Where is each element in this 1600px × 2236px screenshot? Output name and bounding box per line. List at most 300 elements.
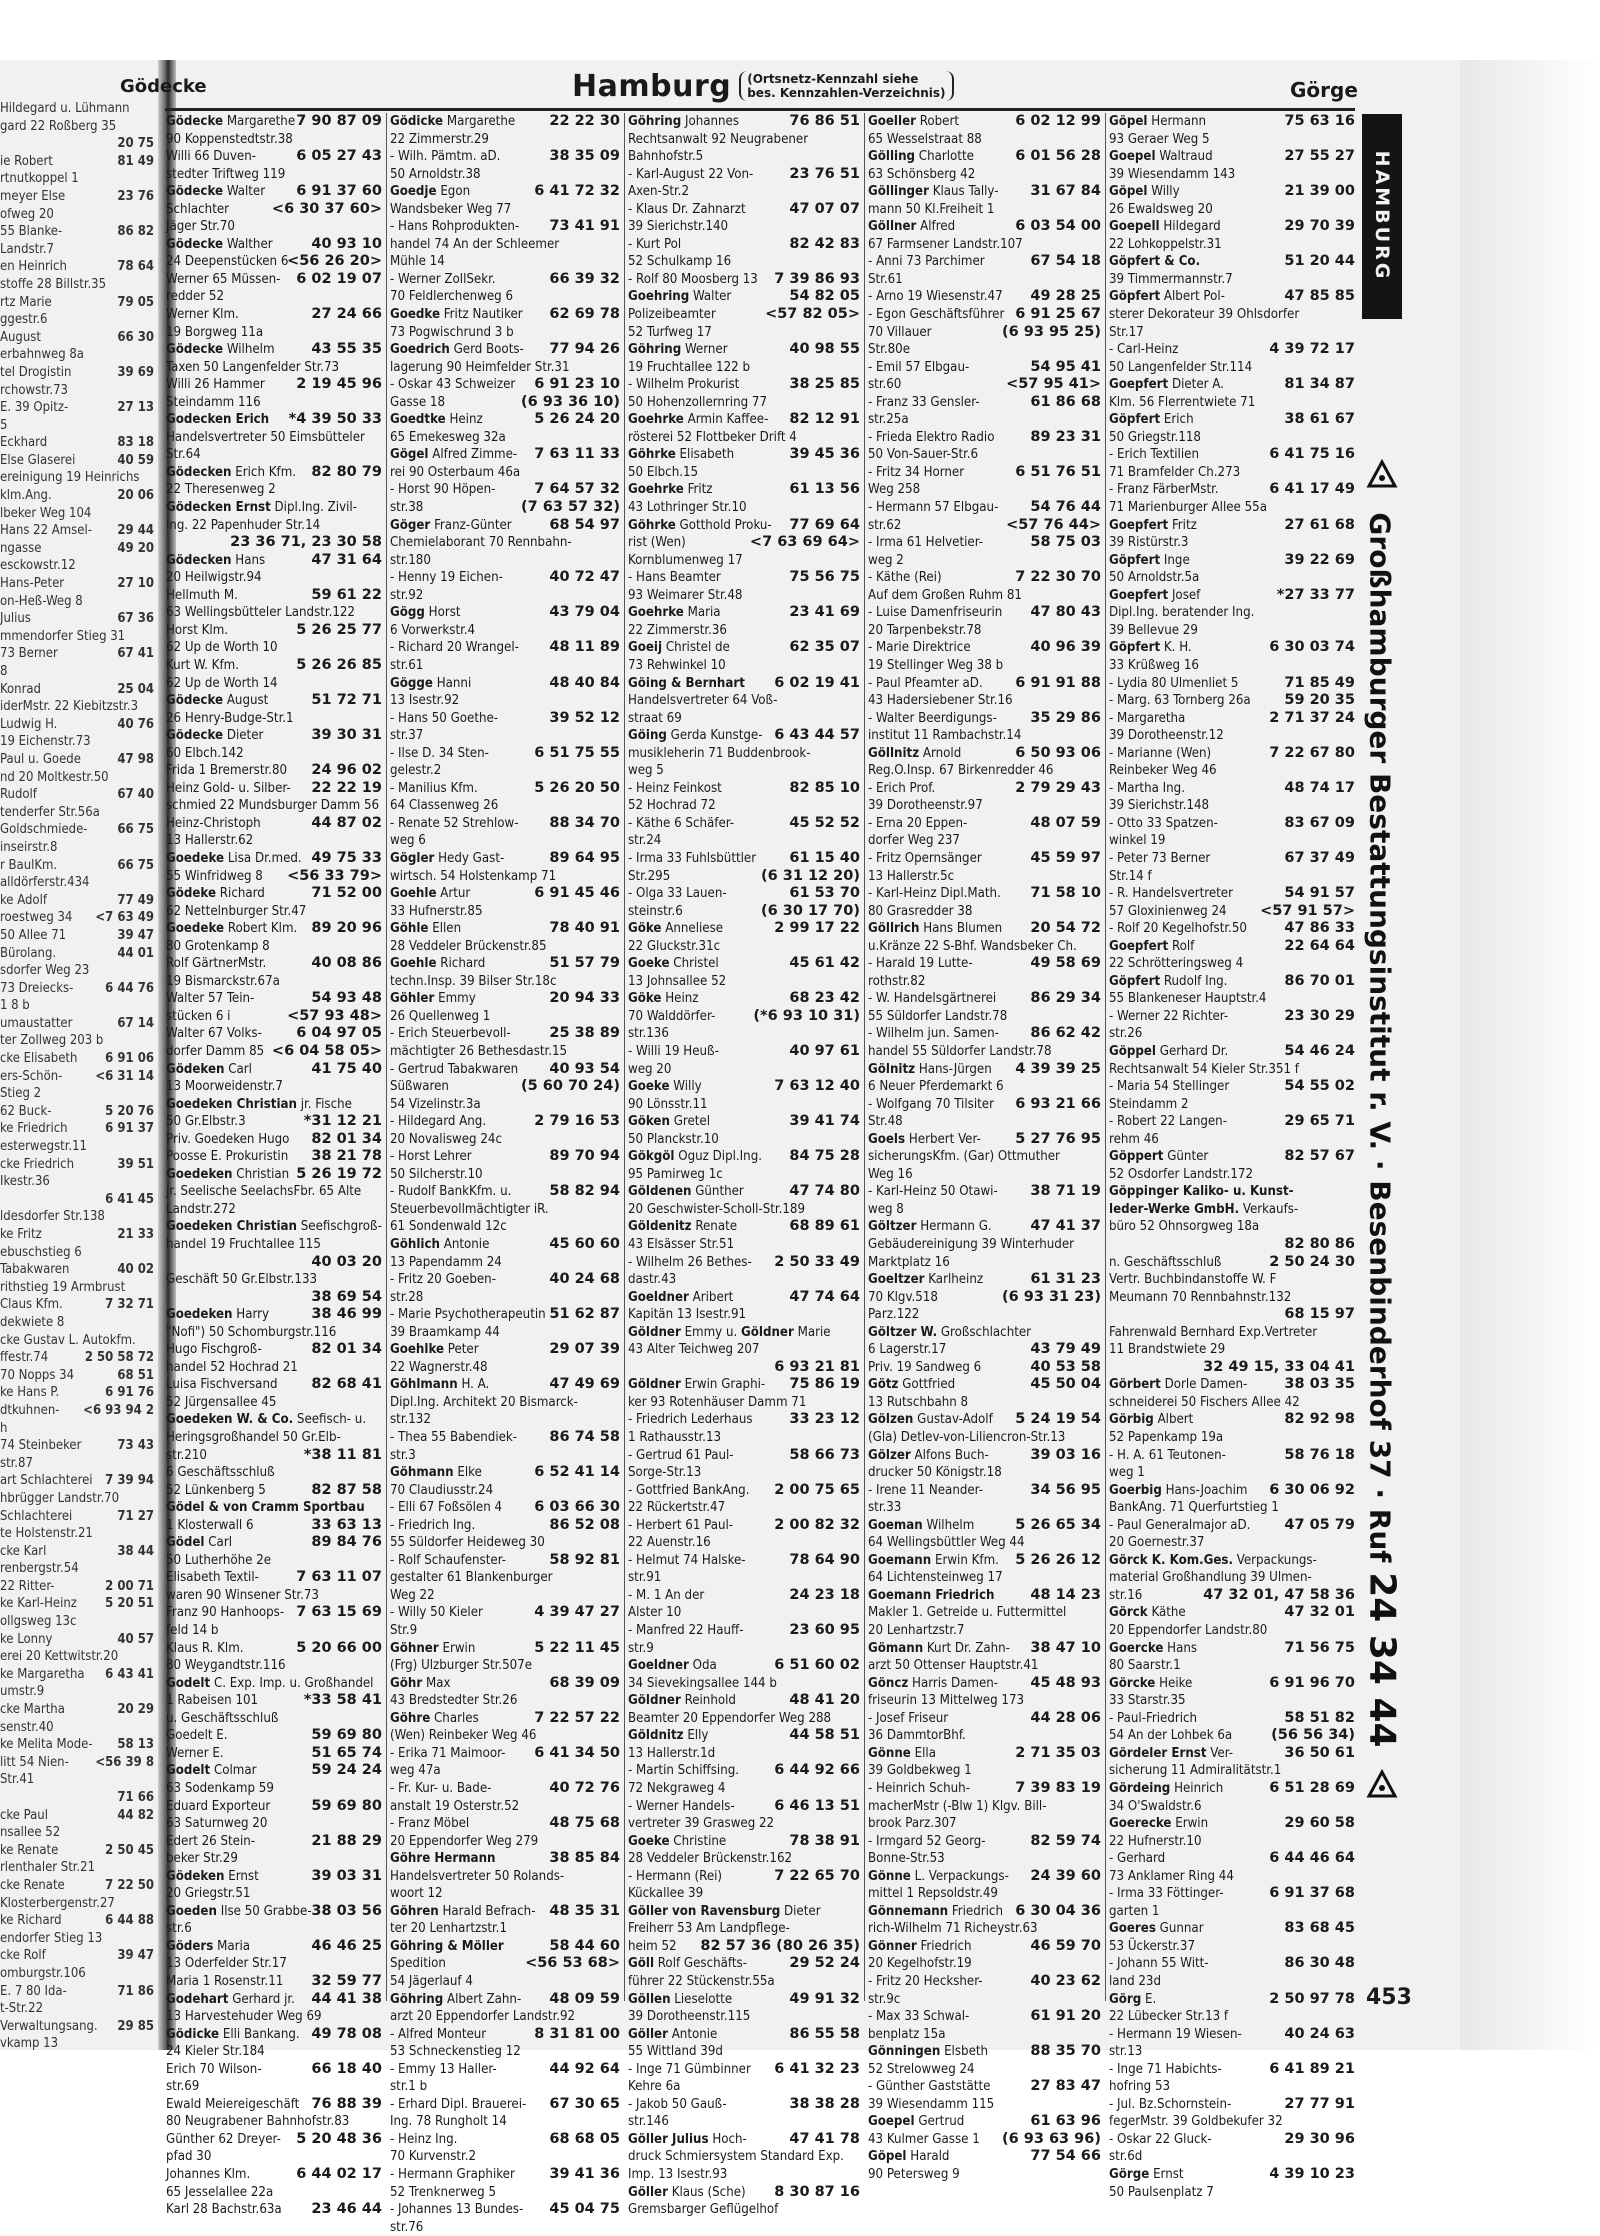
phone-number: 89 84 76 [311,1534,382,1551]
entry-text: Kapitän 13 Isestr.91 [628,1307,747,1323]
entry-text: 64 Wellingsbüttler Weg 44 [868,1535,1025,1551]
facing-page-text: t-Str.22 [0,2001,44,2017]
directory-entry-line [1109,657,1355,675]
entry-text: - Wilhelm 26 Bethes- [628,1254,752,1270]
directory-entry-line [166,481,382,499]
directory-entry-line [628,622,860,640]
entry-text: Gönne Ella [868,1745,936,1761]
header-left-keyword: Gödecke [120,76,207,97]
entry-text: 52 Jürgensallee 45 [166,1394,277,1410]
phone-number: 7 63 11 33 [534,446,620,463]
entry-text: 55 Blankeneser Hauptstr.4 [1109,991,1267,1007]
phone-number: 47 49 69 [549,1376,620,1393]
facing-page-line [0,1595,158,1613]
entry-text: - Jakob 50 Gauß- [628,2096,727,2112]
phone-number: 88 34 70 [549,814,620,831]
phone-number: 66 39 32 [549,270,620,287]
phone-number: 39 41 74 [789,1113,860,1130]
directory-entry-line [628,1640,860,1658]
directory-entry-line [166,341,382,359]
entry-text: Goedje Egon [390,184,471,200]
phone-number: 47 32 01, 47 58 36 [1203,1586,1355,1603]
entry-text: str.180 [390,552,431,568]
entry-text: - Rolf 80 Moosberg 13 [628,271,758,287]
phone-number: 40 23 62 [1030,1972,1101,1989]
entry-text: Göncz Harris Damen- [868,1675,999,1691]
facing-page-text: cke Friedrich [0,1156,75,1172]
phone-number: 71 56 75 [1284,1639,1355,1656]
directory-entry-line [166,1604,382,1622]
directory-entry-line [868,1324,1101,1342]
entry-text: Goedeken Harry [166,1307,270,1323]
directory-entry-line [166,1166,382,1184]
facing-page-line [0,804,158,822]
directory-entry-line [1109,1745,1355,1763]
entry-text: rist (Wen) [628,535,686,551]
directory-entry-line [166,639,382,657]
entry-text: friseurin 13 Mittelweg 173 [868,1693,1025,1709]
entry-text: str.13 [1109,2044,1143,2060]
directory-entry-line [390,1973,620,1991]
entry-text: 73 Rehwinkel 10 [628,657,726,673]
directory-entry-line [868,1850,1101,1868]
facing-page-text: cke Gustav L. Autokfm. [0,1332,136,1348]
phone-number: 40 53 58 [1030,1358,1101,1375]
facing-page-line [0,1789,158,1807]
directory-entry-line [868,1429,1101,1447]
directory-entry-line [868,1675,1101,1693]
entry-text: 6 Vorwerkstr.4 [390,622,476,638]
directory-entry-line [868,622,1101,640]
facing-page-line [0,1648,158,1666]
entry-text: - Johannes 13 Bundes- [390,2202,524,2218]
facing-page-line [0,1244,158,1262]
phone-number: 47 74 64 [789,1288,860,1305]
directory-entry-line [166,1411,382,1429]
entry-text: - Kurt Pol [628,236,682,252]
phone-number: 6 91 23 10 [534,376,620,393]
entry-text: 1 Klosterwall 6 [166,1517,254,1533]
directory-entry-line [1109,885,1355,903]
facing-page-text: Klosterbergenstr.27 [0,1895,115,1911]
entry-text: Str.17 [1109,324,1144,340]
entry-text: woort 12 [390,1886,443,1902]
directory-entry-line [390,1903,620,1921]
phone-number: 6 91 37 60 [296,183,382,200]
directory-entry-line [868,1762,1101,1780]
facing-page-line [0,1877,158,1895]
directory-entry-line [628,1218,860,1236]
directory-entry-line [390,1113,620,1131]
directory-entry-line [868,1447,1101,1465]
phone-number: 43 55 35 [311,341,382,358]
entry-text: 22 Zimmerstr.29 [390,131,489,147]
phone-number: 58 66 73 [789,1446,860,1463]
directory-entry-line [868,2078,1101,2096]
directory-entry-line [166,1517,382,1535]
phone-number: 61 31 23 [1030,1271,1101,1288]
directory-entry-line [868,1306,1101,1324]
entry-text: Str.48 [868,1114,903,1130]
facing-page-text: Hans 22 Amsel- [0,523,92,539]
directory-entry-line [1109,797,1355,815]
directory-entry-line [1109,1131,1355,1149]
facing-page-text: tenderfer Str.56a [0,804,100,820]
phone-number: 75 56 75 [789,569,860,586]
entry-text: 53 Ückerstr.37 [1109,1938,1196,1954]
entry-text: Goeij Christel de [628,640,730,656]
facing-page-line [0,1191,158,1209]
entry-text: - Günther Gaststätte [868,2079,991,2095]
facing-page-number: 79 05 [117,294,154,310]
entry-text: Weg 22 [390,1587,435,1603]
entry-text: 50 Arnoldstr.5a [1109,570,1200,586]
directory-entry-line [166,990,382,1008]
entry-text: Goedtke Heinz [390,412,483,428]
directory-entry-line [628,727,860,745]
phone-number: 58 75 03 [1030,534,1101,551]
directory-entry-line [166,920,382,938]
entry-text: Imp. 13 Isestr.93 [628,2166,728,2182]
entry-text: 20 Geschwister-Scholl-Str.189 [628,1201,805,1217]
entry-text: beker Str.29 [166,1851,238,1867]
phone-number: <56 33 79> [287,867,382,884]
entry-text: Gönner Friedrich [868,1938,972,1954]
entry-text: 13 Rutschbahn 8 [868,1394,969,1410]
entry-text: Reg.O.Insp. 67 Birkenredder 46 [868,763,1054,779]
entry-text: 55 Süldorfer Landstr.78 [868,1008,1008,1024]
entry-text: 20 Goernestr.37 [1109,1535,1205,1551]
facing-page-text: Str.41 [0,1772,35,1788]
entry-text: - Robert 22 Langen- [1109,1114,1227,1130]
facing-page-text: cke Karl [0,1543,47,1559]
entry-text: str.33 [868,1500,902,1516]
entry-text: weg 1 [1109,1465,1145,1481]
directory-entry-line [390,288,620,306]
facing-page-line [0,751,158,769]
facing-page-line [0,188,158,206]
entry-text: ing. 22 Papenhuder Str.14 [166,517,321,533]
entry-text: - R. Handelsvertreter [1109,886,1233,902]
entry-text: - Paul Generalmajor aD. [1109,1517,1251,1533]
phone-number: 61 15 40 [789,849,860,866]
directory-entry-line [390,499,620,517]
entry-text: 70 Villauer [868,324,932,340]
directory-entry-line [166,2184,382,2202]
facing-page-line [0,1490,158,1508]
directory-entry-line [1109,1376,1355,1394]
phone-number: 49 28 25 [1030,288,1101,305]
directory-entry-line [166,1903,382,1921]
facing-page-number: 86 82 [117,224,154,240]
directory-entry-line [868,1657,1101,1675]
phone-number: 6 50 93 06 [1015,744,1101,761]
directory-entry-line [1109,2166,1355,2184]
directory-entry-line [390,604,620,622]
entry-text: 20 Kegelhofstr.19 [868,1956,972,1972]
entry-text: Goehle Richard [390,956,486,972]
entry-text: 13 Harvestehuder Weg 69 [166,2009,322,2025]
directory-entry-line [1109,236,1355,254]
facing-page-text: ers-Schön- [0,1068,63,1084]
directory-entry-line [628,1534,860,1552]
directory-entry-line [628,183,860,201]
entry-text: macherMstr (-Blw 1) Klgv. Bill- [868,1798,1047,1814]
directory-entry-line [390,1429,620,1447]
directory-entry-line [1109,1324,1355,1342]
facing-page-line [0,1015,158,1033]
entry-text: - Erika 71 Maimoor- [390,1745,506,1761]
entry-text: 39 Ristürstr.3 [1109,535,1189,551]
directory-entry-line [390,1289,620,1307]
directory-entry-line [868,253,1101,271]
entry-text: 22 Hufnerstr.10 [1109,1833,1202,1849]
phone-number: 7 63 12 40 [774,1078,860,1095]
entry-text: waren 90 Winsener Str.73 [166,1587,319,1603]
entry-text: Göken Gretel [628,1114,711,1130]
directory-entry-line [1109,1604,1355,1622]
advertisement-text: Großhamburger Bestattungsinstitut r. V. · Besenbinderhof 37 · Ruf 24 34 44 [1361,512,1403,1748]
entry-text: Goemann Erwin Kfm. [868,1552,999,1568]
entry-text: Dipl.Ing. Architekt 20 Bismarck- [390,1394,578,1410]
entry-text: Karl 28 Bachstr.63a [166,2202,282,2218]
facing-page-line [0,1156,158,1174]
entry-text: Goehring Walter [628,289,732,305]
entry-text: Gasse 18 [390,394,445,410]
directory-entry-line [1109,1552,1355,1570]
directory-entry-line [628,324,860,342]
facing-page-line [0,1279,158,1297]
phone-number: 38 46 99 [311,1306,382,1323]
entry-text: weg 20 [628,1061,672,1077]
directory-entry-line [1109,692,1355,710]
directory-entry-line [390,446,620,464]
facing-page-line [0,1683,158,1701]
directory-entry-line [390,1499,620,1517]
facing-page-number: 78 64 [117,259,154,275]
phone-number: 40 72 76 [549,1779,620,1796]
facing-page-line [0,1314,158,1332]
phone-number: 51 57 79 [549,955,620,972]
facing-page-line [0,1208,158,1226]
entry-text: schmied 22 Mundsburger Damm 56 [166,798,380,814]
directory-entry-line [390,1341,620,1359]
phone-number: 48 07 59 [1030,814,1101,831]
phone-number: *38 11 81 [303,1446,382,1463]
entry-text: Ewald Meiereigeschäft [166,2096,300,2112]
facing-page-number: 7 22 50 [105,1877,154,1893]
directory-entry-line [390,1218,620,1236]
facing-page-text: August [0,329,41,345]
facing-page-line [0,681,158,699]
entry-text: Priv. Goedeken Hugo [166,1131,290,1147]
directory-entry-line [166,938,382,956]
entry-text: 33 Hufnerstr.85 [390,903,483,919]
directory-entry-line [1109,938,1355,956]
entry-text: - Oskar 43 Schweizer [390,377,516,393]
entry-text: str.76 [390,2219,424,2235]
phone-number: 29 52 24 [789,1955,860,1972]
phone-number: 51 20 44 [1284,253,1355,270]
facing-page-number: 40 76 [117,716,154,732]
entry-text: Handelsvertreter 50 Eimsbütteler [166,429,365,445]
entry-text: Gödecken Hans [166,552,266,568]
phone-number: 2 50 24 30 [1269,1253,1355,1270]
entry-text: - Willi 19 Heuß- [628,1043,720,1059]
directory-entry-line [166,517,382,535]
entry-text: 80 Saarstr.1 [1109,1658,1181,1674]
directory-entry-line [628,920,860,938]
entry-text: 64 Classenweg 26 [390,798,499,814]
directory-entry-line [390,973,620,991]
entry-text: - Werner 22 Richter- [1109,1008,1229,1024]
directory-entry-line [166,1920,382,1938]
directory-entry-line [166,1218,382,1236]
facing-page-text: esckowstr.12 [0,558,76,574]
phone-number: 8 31 81 00 [534,2025,620,2042]
directory-entry-line [868,657,1101,675]
facing-page-text: klm.Ang. [0,488,52,504]
entry-text: 39 Braamkamp 44 [390,1324,500,1340]
directory-entry-line [868,148,1101,166]
facing-page-line [0,1824,158,1842]
entry-text: Göhner Erwin [390,1640,476,1656]
directory-entry-line [628,2131,860,2149]
phone-number: 43 79 04 [549,604,620,621]
directory-entry-line [628,1885,860,1903]
directory-entry-line [1109,1885,1355,1903]
directory-entry-line [390,201,620,219]
phone-number: 48 35 31 [549,1902,620,1919]
directory-entry-line [628,1183,860,1201]
directory-entry-line [1109,1569,1355,1587]
directory-entry-line [868,1833,1101,1851]
phone-number: 40 97 61 [789,1042,860,1059]
directory-entry-line [1109,2061,1355,2079]
directory-entry-line [628,1429,860,1447]
entry-text: Gebäudereinigung 39 Winterhuder [868,1237,1075,1252]
entry-text: - Fritz 34 Horner [868,464,965,480]
entry-text: Hellmuth M. [166,587,238,603]
facing-page-line [0,874,158,892]
entry-text: Gödecken Erich Kfm. [166,464,297,480]
directory-entry-line [166,2078,382,2096]
phone-number: <57 91 57> [1260,902,1355,919]
directory-entry-line [1109,2148,1355,2166]
phone-number: 7 39 83 19 [1015,1779,1101,1796]
entry-text: - Marianne (Wen) [1109,745,1212,761]
directory-entry-line [1109,1991,1355,2009]
phone-number: 82 59 74 [1030,1832,1101,1849]
phone-number: 44 58 51 [789,1727,860,1744]
directory-entry-line [628,1236,860,1254]
phone-number: 59 20 35 [1284,692,1355,709]
directory-entry-line [628,1973,860,1991]
entry-text: 1 Rabeisen 101 [166,1693,259,1709]
entry-text: Görg E. [1109,1991,1157,2007]
directory-entry-line [166,1780,382,1798]
directory-entry-line [1109,464,1355,482]
entry-text: 52 Turfweg 17 [628,324,712,340]
entry-text: Göhre Charles [390,1710,479,1726]
facing-page-text: rlenthaler Str.21 [0,1860,96,1876]
directory-entry-line [868,1973,1101,1991]
facing-page-text: Bürolang. [0,945,57,961]
directory-entry-line [868,1359,1101,1377]
directory-entry-line [166,850,382,868]
directory-entry-line [166,1201,382,1219]
directory-entry-line [868,850,1101,868]
facing-page-text: Eckhard [0,435,48,451]
directory-entry-line [390,657,620,675]
entry-text: büro 52 Ohnsorgweg 18a [1109,1219,1260,1235]
phone-number: (56 56 34) [1271,1727,1355,1744]
entry-text: - Klaus Dr. Zahnarzt [628,201,746,217]
phone-number: 61 53 70 [789,885,860,902]
phone-number: 23 41 69 [789,604,860,621]
directory-entry-line [166,236,382,254]
facing-page-line [0,1578,158,1596]
facing-page-line [0,1508,158,1526]
directory-entry-line [166,1762,382,1780]
directory-entry-line [628,973,860,991]
directory-entry-line [628,1780,860,1798]
entry-text: gestalter 61 Blankenburger [390,1570,553,1586]
entry-text: 6 Lagerstr.17 [868,1342,947,1358]
facing-page-line [0,170,158,188]
entry-text: - Erna 20 Eppen- [868,815,968,831]
phone-number: 32 59 77 [311,1972,382,1989]
facing-page-line [0,645,158,663]
directory-entry-line [1109,131,1355,149]
entry-text: 93 Geraer Weg 5 [1109,131,1210,147]
facing-page-line [0,1912,158,1930]
directory-entry-line [868,1640,1101,1658]
phone-number: 86 52 08 [549,1516,620,1533]
facing-page-text: lbeker Weg 104 [0,505,92,521]
directory-entry-line [166,131,382,149]
entry-text: - Lydia 80 Ulmenliet 5 [1109,675,1239,691]
phone-number: 54 46 24 [1284,1042,1355,1059]
entry-text: str.16 [1109,1587,1143,1603]
entry-text: - W. Handelsgärtnerei [868,991,997,1007]
directory-entry-line [390,569,620,587]
entry-text: dorfer Weg 237 [868,833,960,849]
entry-text: - Carl-Heinz [1109,342,1179,358]
entry-text: str.60 [868,377,902,393]
directory-entry-line [1109,1447,1355,1465]
phone-number: 6 91 45 46 [534,885,620,902]
facing-page-text: inseirstr.8 [0,839,58,855]
phone-number: (6 30 17 70) [760,902,860,919]
entry-text: weg 5 [628,763,664,779]
directory-entry-line [390,885,620,903]
facing-page-line [0,135,158,153]
entry-text: Klaus R. Klm. [166,1640,244,1656]
facing-page-text: ke Renate [0,1842,59,1858]
directory-entry-line [628,850,860,868]
entry-text: Goedeke Robert Klm. [166,921,298,937]
directory-entry-line [628,1552,860,1570]
directory-entry-line [628,1692,860,1710]
directory-entry-line [628,1166,860,1184]
directory-entry-line [628,148,860,166]
directory-entry-line [628,1675,860,1693]
directory-entry-line [390,727,620,745]
entry-text: Godecken Erich [166,412,270,428]
entry-text: 24 Kieler Str.184 [166,2044,265,2060]
column-3 [628,113,860,2218]
